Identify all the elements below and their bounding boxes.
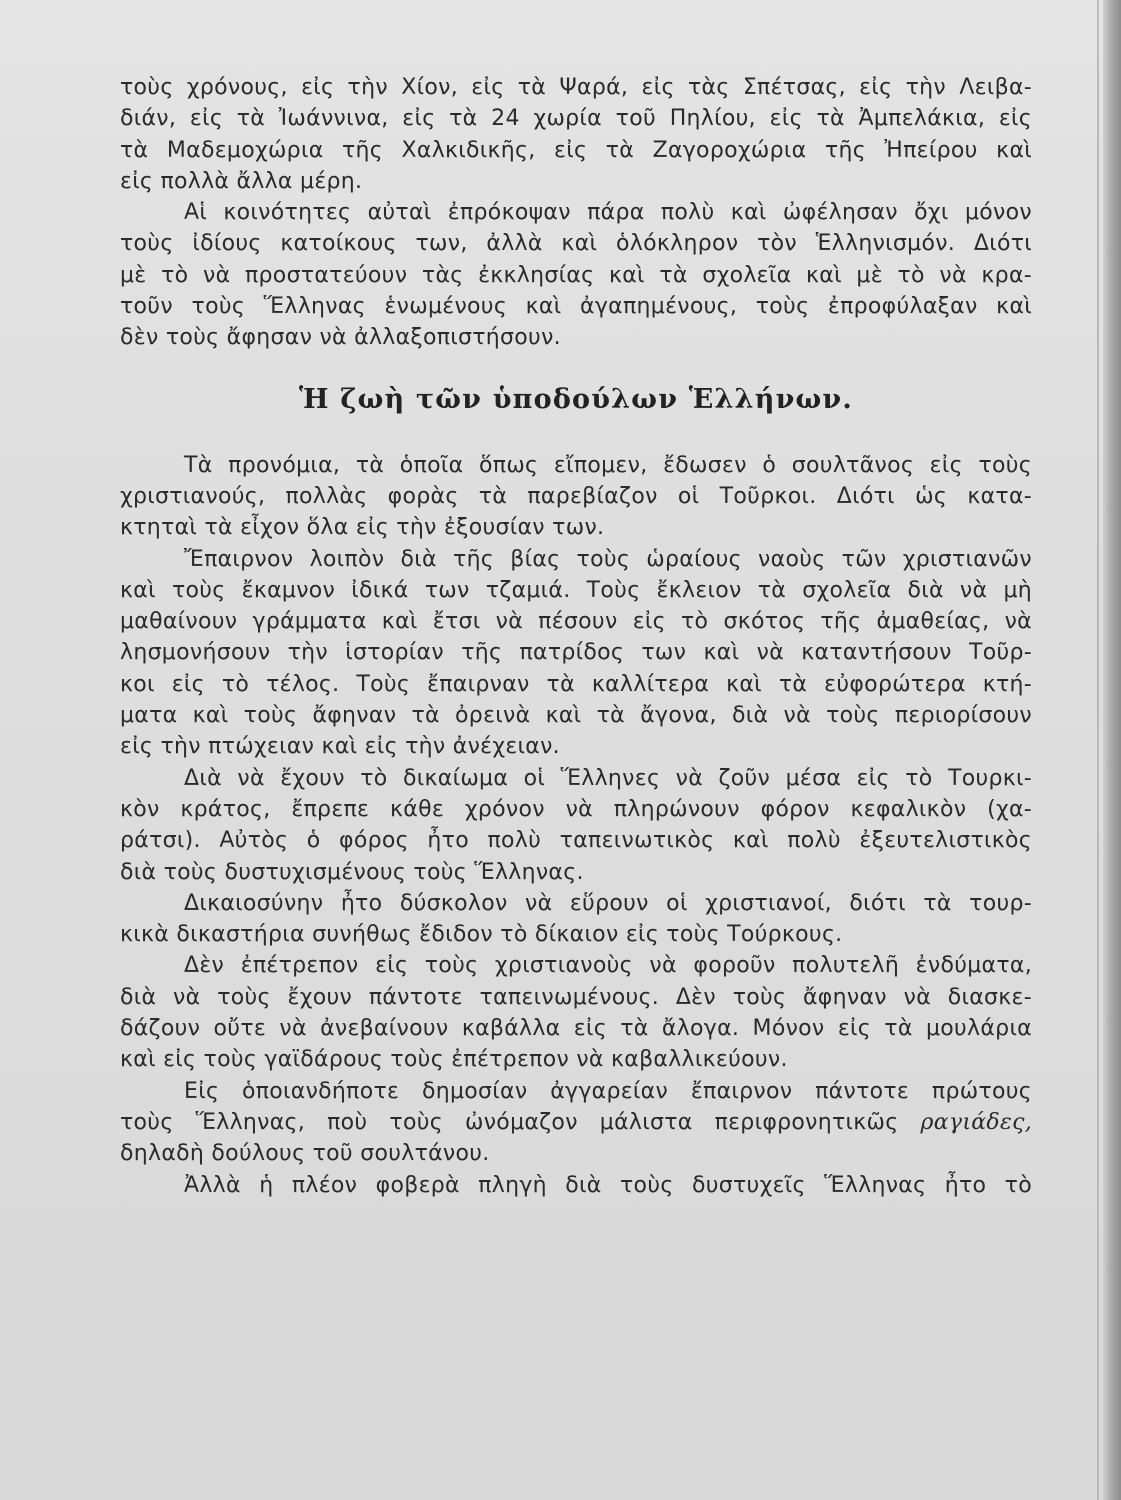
text-line: τὰ Μαδεμοχώρια τῆς Χαλκιδικῆς, εἰς τὰ Ζαγοροχώρια τῆς Ἠπείρου καὶ <box>120 137 1032 163</box>
page-text-block <box>120 72 1032 1201</box>
text-line: κὸν κράτος, ἔπρεπε κάθε χρόνον νὰ πληρώνουν φόρον κεφαλικὸν (χα- <box>120 796 1032 822</box>
paragraph-continuation <box>120 72 1032 197</box>
text-line: δηλαδὴ δούλους τοῦ σουλτάνου. <box>120 1141 490 1167</box>
text-line: δὲν τοὺς ἄφησαν νὰ ἀλλαξοπιστήσουν. <box>120 325 561 351</box>
text-line: ματα καὶ τοὺς ἄφηναν τὰ ὀρεινὰ καὶ τὰ ἄγονα, διὰ νὰ τοὺς περιορίσουν <box>120 703 1032 729</box>
text-line: μαθαίνουν γράμματα καὶ ἔτσι νὰ πέσουν εἰς τὸ σκότος τῆς ἀμαθείας, νὰ <box>120 609 1032 635</box>
text-line: Ἔπαιρνον λοιπὸν διὰ τῆς βίας τοὺς ὡραίους ναοὺς τῶν χριστιανῶν <box>184 546 1032 572</box>
paragraph-clothing <box>120 950 1032 1075</box>
text-line: εἰς τὴν πτώχειαν καὶ εἰς τὴν ἀνέχειαν. <box>120 734 560 760</box>
text-line: διὰ τοὺς δυστυχισμένους τοὺς Ἕλληνας. <box>120 859 584 885</box>
paragraph-justice <box>120 888 1032 951</box>
paragraph-final <box>120 1170 1032 1201</box>
text-line: τοὺς ἰδίους κατοίκους των, ἀλλὰ καὶ ὁλόκληρον τὸν Ἑλληνισμόν. Διότι <box>120 231 1032 257</box>
paragraph-churches <box>120 544 1032 763</box>
paragraph-privileges <box>120 450 1032 544</box>
text-line: καὶ τοὺς ἔκαμνον ἰδικά των τζαμιά. Τοὺς ἔκλειον τὰ σχολεῖα διὰ νὰ μὴ <box>120 577 1032 603</box>
paragraph-tax <box>120 763 1032 888</box>
text-line: κοι εἰς τὸ τέλος. Τοὺς ἔπαιρναν τὰ καλλίτερα καὶ τὰ εὐφορώτερα κτή- <box>120 671 1032 697</box>
text-line: κτηταὶ τὰ εἶχον ὅλα εἰς τὴν ἐξουσίαν των. <box>120 515 605 541</box>
text-line: Ἀλλὰ ἡ πλέον φοβερὰ πληγὴ διὰ τοὺς δυστυχεῖς Ἕλληνας ἦτο τὸ <box>184 1172 1032 1198</box>
text-line: τοῦν τοὺς Ἕλληνας ἑνωμένους καὶ ἀγαπημένους, τοὺς ἐπροφύλαξαν καὶ <box>120 294 1032 320</box>
paragraph-communities <box>120 197 1032 353</box>
section-heading: Ἡ ζωὴ τῶν ὑποδούλων Ἑλλήνων. <box>299 383 853 415</box>
italic-term: ραγιάδες, <box>920 1109 1032 1135</box>
text-line: λησμονήσουν τὴν ἱστορίαν τῆς πατρίδος των καὶ νὰ καταντήσουν Τοῦρ- <box>120 640 1032 666</box>
book-binding-edge <box>1103 0 1121 1500</box>
text-line: καὶ εἰς τοὺς γαϊδάρους τοὺς ἐπέτρεπον νὰ καβαλλικεύουν. <box>120 1047 788 1073</box>
paragraph-forced-labor <box>120 1076 1032 1170</box>
text-line: Δικαιοσύνην ἦτο δύσκολον νὰ εὕρουν οἱ χριστιανοί, διότι τὰ τουρ- <box>184 890 1032 916</box>
text-line: Δὲν ἐπέτρεπον εἰς τοὺς χριστιανοὺς νὰ φοροῦν πολυτελῆ ἐνδύματα, <box>184 953 1032 979</box>
text-line: κικὰ δικαστήρια συνήθως ἔδιδον τὸ δίκαιον εἰς τοὺς Τούρκους. <box>120 922 843 948</box>
text-line-with-italic <box>120 1107 1032 1138</box>
text-line: διάν, εἰς τὰ Ἰωάννινα, εἰς τὰ 24 χωρία τοῦ Πηλίου, εἰς τὰ Ἀμπελάκια, εἰς <box>120 106 1032 132</box>
text-line: Αἱ κοινότητες αὐταὶ ἐπρόκοψαν πάρα πολὺ καὶ ὠφέλησαν ὄχι μόνον <box>184 200 1032 226</box>
text-line: Διὰ νὰ ἔχουν τὸ δικαίωμα οἱ Ἕλληνες νὰ ζοῦν μέσα εἰς τὸ Τουρκι- <box>184 765 1032 791</box>
text-line: χριστιανούς, πολλὰς φορὰς τὰ παρεβίαζον οἱ Τοῦρκοι. Διότι ὡς κατα- <box>120 483 1032 509</box>
page-fold-line <box>1097 0 1099 1500</box>
text-line: διὰ νὰ τοὺς ἔχουν πάντοτε ταπεινωμένους. Δὲν τοὺς ἄφηναν νὰ διασκε- <box>120 984 1032 1010</box>
text-line: Τὰ προνόμια, τὰ ὁποῖα ὅπως εἴπομεν, ἔδωσεν ὁ σουλτᾶνος εἰς τοὺς <box>184 452 1032 478</box>
text-line: μὲ τὸ νὰ προστατεύουν τὰς ἐκκλησίας καὶ τὰ σχολεῖα καὶ μὲ τὸ νὰ κρα- <box>120 262 1032 288</box>
text-segment: τοὺς Ἕλληνας, ποὺ τοὺς ὠνόμαζον μάλιστα περιφρονητικῶς <box>120 1109 921 1135</box>
text-line: Εἰς ὁποιανδήποτε δημοσίαν ἀγγαρείαν ἔπαιρνον πάντοτε πρώτους <box>184 1078 1032 1104</box>
text-line: ράτσι). Αὐτὸς ὁ φόρος ἦτο πολὺ ταπεινωτικὸς καὶ πολὺ ἐξευτελιστικὸς <box>120 828 1032 854</box>
text-line: εἰς πολλὰ ἄλλα μέρη. <box>120 168 363 194</box>
text-line: τοὺς χρόνους, εἰς τὴν Χίον, εἰς τὰ Ψαρά, εἰς τὰς Σπέτσας, εἰς τὴν Λειβα- <box>120 75 1032 100</box>
text-line: δάζουν οὔτε νὰ ἀνεβαίνουν καβάλλα εἰς τὰ ἄλογα. Μόνον εἰς τὰ μουλάρια <box>120 1016 1032 1042</box>
